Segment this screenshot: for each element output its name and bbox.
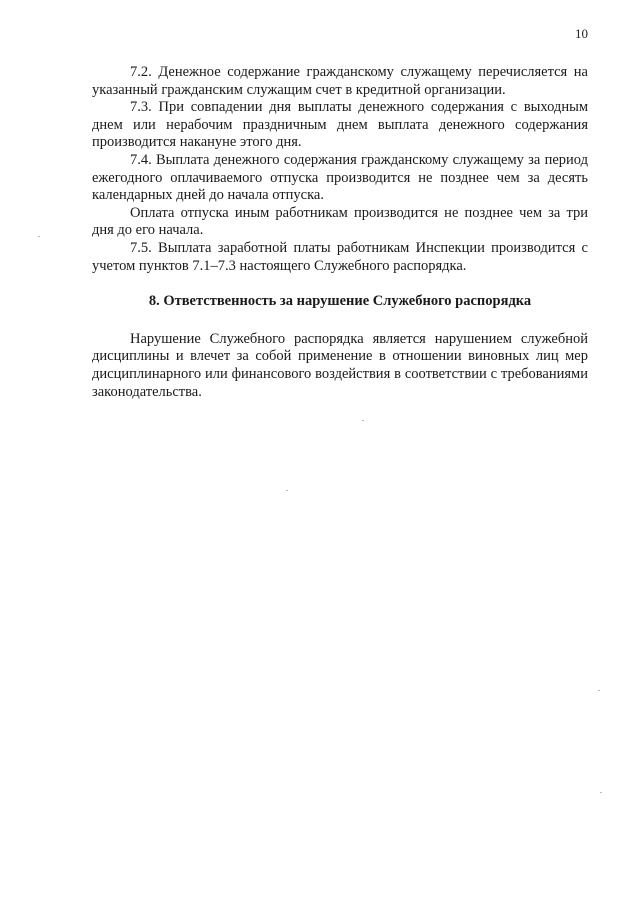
section-8-body: Нарушение Служебного распорядка является нарушением служебной дисциплины и влечет за собой применение в отношении виновных лиц мер дисциплинарного или финансового воздействия в соответствии с требованиями законодательства.: [92, 330, 588, 400]
page-number: 10: [575, 26, 588, 41]
scan-speck: [38, 236, 40, 237]
document-body: [92, 64, 588, 401]
scan-speck: [598, 690, 600, 691]
paragraph-7-5: 7.5. Выплата заработной платы работникам Инспекции производится с учетом пунктов 7.1–7.3 настоящего Служебного распорядка.: [92, 239, 588, 274]
scan-speck: [362, 420, 364, 421]
paragraph-vacation-payment: Оплата отпуска иным работникам производится не позднее чем за три дня до его начала.: [92, 204, 588, 239]
scan-speck: [286, 490, 288, 491]
scan-speck: [600, 792, 602, 793]
paragraph-7-4: 7.4. Выплата денежного содержания гражданскому служащему за период ежегодного оплачиваемого отпуска производится не позднее чем за десять календарных дней до начала отпуска.: [92, 151, 588, 204]
paragraph-7-3: 7.3. При совпадении дня выплаты денежного содержания с выходным днем или нерабочим праздничным днем выплата денежного содержания производится накануне этого дня.: [92, 99, 588, 151]
section-8-body-container: [92, 331, 588, 401]
section-8-title: 8. Ответственность за нарушение Служебного распорядка: [148, 293, 532, 310]
paragraph-7-2: 7.2. Денежное содержание гражданскому служащему перечисляется на указанный гражданским служащим счет в кредитной организации.: [92, 64, 588, 98]
